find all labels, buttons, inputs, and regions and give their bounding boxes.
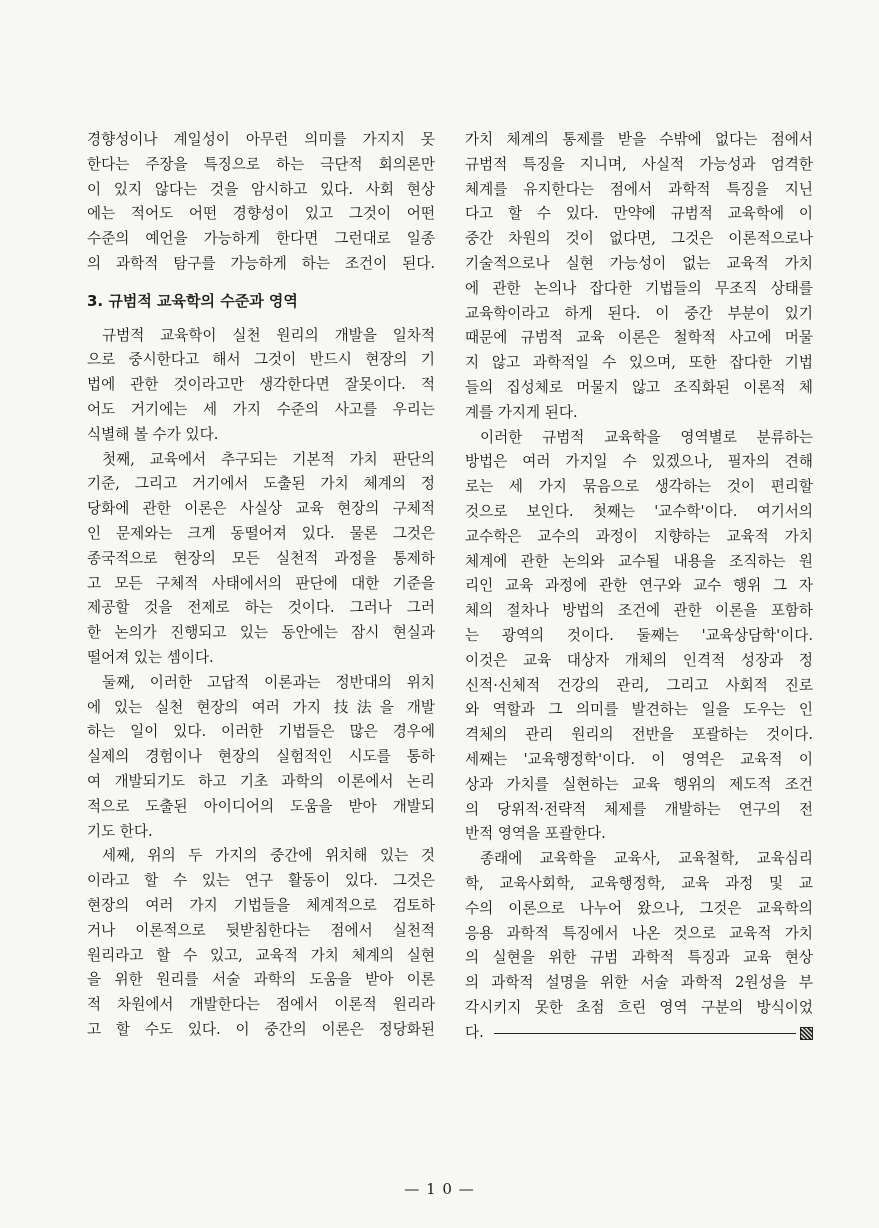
text-line: 기준, 그리고 거기에서 도출된 가치 체계의 정 bbox=[87, 475, 435, 493]
text-line: 이러한 규범적 교육학을 영역별로 분류하는 bbox=[480, 428, 813, 446]
text-line: 것으로 보인다. 첫째는 '교수학'이다. 여기서의 bbox=[465, 502, 813, 520]
right-para-2 bbox=[465, 426, 813, 848]
text-line: 방법은 여러 가지일 수 있겠으나, 필자의 견해 bbox=[465, 453, 813, 471]
left-para-4 bbox=[87, 671, 435, 845]
final-fragment: 다. bbox=[465, 1023, 484, 1041]
text-line: 지 않고 과학적일 수 있으며, 또한 잡다한 기법 bbox=[465, 354, 813, 372]
page-number: — 1 0 — bbox=[404, 1180, 475, 1198]
text-line: 이 있지 않다는 것을 암시하고 있다. 사회 현상 bbox=[87, 180, 435, 198]
text-line: 세째, 위의 두 가지의 중간에 위치해 있는 것 bbox=[102, 847, 435, 865]
text-line: 현장의 여러 가지 기법들을 체계적으로 검토하 bbox=[87, 896, 435, 914]
text-line: 격체의 관리 원리의 전반을 포괄하는 것이다. bbox=[465, 726, 813, 744]
text-line: 으로 중시한다고 해서 그것이 반드시 현장의 기 bbox=[87, 351, 435, 369]
text-line: 당화에 관한 이론은 사실상 교육 현장의 구체적 bbox=[87, 500, 435, 518]
text-line: 교수학은 교수의 과정이 지향하는 교육적 가치 bbox=[465, 527, 813, 545]
text-line: 어도 거기에는 세 가지 수준의 사고를 우리는 bbox=[87, 400, 435, 418]
right-para-1 bbox=[465, 128, 813, 426]
text-line: 종국적으로 현장의 모든 실천적 과정을 통제하 bbox=[87, 549, 435, 567]
text-line: 고 할 수도 있다. 이 중간의 이론은 정당화된 bbox=[87, 1020, 435, 1038]
text-line: 규범적 특징을 지니며, 사실적 가능성과 엄격한 bbox=[465, 155, 813, 173]
text-line: 로는 세 가지 묶음으로 생각하는 것이 편리할 bbox=[465, 478, 813, 496]
text-line: 기도 한다. bbox=[87, 822, 153, 840]
end-rule bbox=[494, 1033, 796, 1034]
text-line: 첫째, 교육에서 추구되는 기본적 가치 판단의 bbox=[102, 450, 435, 468]
text-line: 리인 교육 과정에 관한 연구와 교수 행위 그 자 bbox=[465, 577, 813, 595]
text-line: 에 관한 논의나 잡다한 기법들의 무조직 상태를 bbox=[465, 279, 813, 297]
text-line: 한다는 주장을 특징으로 하는 극단적 회의론만 bbox=[87, 155, 435, 173]
text-line: 거나 이론적으로 뒷받침한다는 점에서 실천적 bbox=[87, 921, 435, 939]
text-line: 실제의 경험이나 현장의 실험적인 시도를 통하 bbox=[87, 748, 435, 766]
text-line: 상과 가치를 실현하는 교육 행위의 제도적 조건 bbox=[465, 775, 813, 793]
left-para-1 bbox=[87, 128, 435, 277]
text-line: 학, 교육사회학, 교육행정학, 교육 과정 및 교 bbox=[465, 874, 813, 892]
left-para-2 bbox=[87, 324, 435, 448]
text-line: 들의 집성체로 머물지 않고 조직화된 이론적 체 bbox=[465, 378, 813, 396]
text-line: 가치 체계의 통제를 받을 수밖에 없다는 점에서 bbox=[465, 131, 813, 148]
text-line: 는 광역의 것이다. 둘째는 '교육상담학'이다. bbox=[465, 626, 813, 644]
final-line bbox=[465, 1021, 813, 1046]
text-line: 수준의 예언을 가능하게 한다면 그런대로 일종 bbox=[87, 230, 435, 248]
text-line: 세째는 '교육행정학'이다. 이 영역은 교육적 이 bbox=[465, 750, 813, 768]
text-line: 경향성이나 계일성이 아무런 의미를 가지지 못 bbox=[87, 131, 435, 148]
text-line: 각시키지 못한 초점 흐린 영역 구분의 방식이었 bbox=[465, 998, 813, 1016]
text-line: 기술적으로나 실현 가능성이 없는 교육적 가치 bbox=[465, 254, 813, 272]
text-line: 적 차원에서 개발한다는 점에서 이론적 원리라 bbox=[87, 996, 435, 1014]
text-line: 에는 적어도 어떤 경향성이 있고 그것이 어떤 bbox=[87, 205, 435, 223]
text-line: 수의 이론으로 나누어 왔으나, 그것은 교육학의 bbox=[465, 899, 813, 917]
text-line: 체계에 관한 논의와 교수될 내용을 조직하는 원 bbox=[465, 552, 813, 570]
text-line: 계를 가지게 된다. bbox=[465, 403, 578, 421]
text-line: 이것은 교육 대상자 개체의 인격적 성장과 정 bbox=[465, 651, 813, 669]
left-para-3 bbox=[87, 448, 435, 671]
text-line: 체의 절차나 방법의 조건에 관한 이론을 포함하 bbox=[465, 602, 813, 620]
text-line: 의 실현을 위한 규범 과학적 특징과 교육 현상 bbox=[465, 949, 813, 967]
right-para-3 bbox=[465, 847, 813, 1045]
text-line: 체계를 유지한다는 점에서 과학적 특징을 지닌 bbox=[465, 180, 813, 198]
text-line: 적으로 도출된 아이디어의 도움을 받아 개발되 bbox=[87, 797, 435, 815]
text-line: 고 모든 구체적 사태에서의 판단에 대한 기준을 bbox=[87, 574, 435, 592]
text-line: 한 논의가 진행되고 있는 동안에는 잠시 현실과 bbox=[87, 624, 435, 642]
text-line: 규범적 교육학이 실천 원리의 개발을 일차적 bbox=[102, 326, 435, 344]
right-column bbox=[465, 128, 813, 1045]
text-line: 의 과학적 탐구를 가능하게 하는 조건이 된다. bbox=[87, 254, 435, 272]
text-line: 와 역할과 그 의미를 발견하는 일을 도우는 인 bbox=[465, 701, 813, 719]
left-column bbox=[87, 128, 435, 1043]
text-line: 다고 할 수 있다. 만약에 규범적 교육학에 이 bbox=[465, 205, 813, 223]
text-line: 반적 영역을 포괄한다. bbox=[465, 825, 606, 843]
text-line: 인 문제와는 크게 동떨어져 있다. 물론 그것은 bbox=[87, 524, 435, 542]
text-line: 신적·신체적 건강의 관리, 그리고 사회적 진로 bbox=[465, 676, 813, 694]
left-para-5 bbox=[87, 844, 435, 1042]
text-line: 원리라고 할 수 있고, 교육적 가치 체계의 실현 bbox=[87, 946, 435, 964]
text-line: 의 과학적 설명을 위한 서술 과학적 2원성을 부 bbox=[465, 974, 813, 992]
text-line: 중간 차원의 것이 없다면, 그것은 이론적으로나 bbox=[465, 230, 813, 248]
text-line: 제공할 것을 전제로 하는 것이다. 그러나 그러 bbox=[87, 599, 435, 617]
text-line: 둘째, 이러한 고답적 이론과는 정반대의 위치 bbox=[102, 673, 435, 691]
text-line: 을 위한 원리를 서술 과학의 도움을 받아 이론 bbox=[87, 971, 435, 989]
text-line: 하는 일이 있다. 이러한 기법들은 많은 경우에 bbox=[87, 723, 435, 741]
text-line: 응용 과학적 특징에서 나온 것으로 교육적 가치 bbox=[465, 924, 813, 942]
text-line: 식별해 볼 수가 있다. bbox=[87, 425, 219, 443]
text-line: 떨어져 있는 셈이다. bbox=[87, 648, 214, 666]
text-line: 의 당위적·전략적 체제를 개발하는 연구의 전 bbox=[465, 800, 813, 818]
text-line: 법에 관한 것이라고만 생각한다면 잘못이다. 적 bbox=[87, 376, 435, 394]
text-line: 이라고 할 수 있는 연구 활동이 있다. 그것은 bbox=[87, 872, 435, 890]
text-line: 교육학이라고 하게 된다. 이 중간 부분이 있기 bbox=[465, 304, 813, 322]
text-line: 종래에 교육학을 교육사, 교육철학, 교육심리 bbox=[480, 850, 813, 868]
section-heading: 3. 규범적 교육학의 수준과 영역 bbox=[87, 291, 298, 310]
text-line: 에 있는 실천 현장의 여러 가지 技法을 개발 bbox=[87, 698, 435, 716]
text-line: 여 개발되기도 하고 기초 과학의 이론에서 논리 bbox=[87, 772, 435, 790]
text-line: 때문에 규범적 교육 이론은 철학적 사고에 머물 bbox=[465, 329, 813, 347]
hatched-square-icon bbox=[800, 1027, 813, 1040]
